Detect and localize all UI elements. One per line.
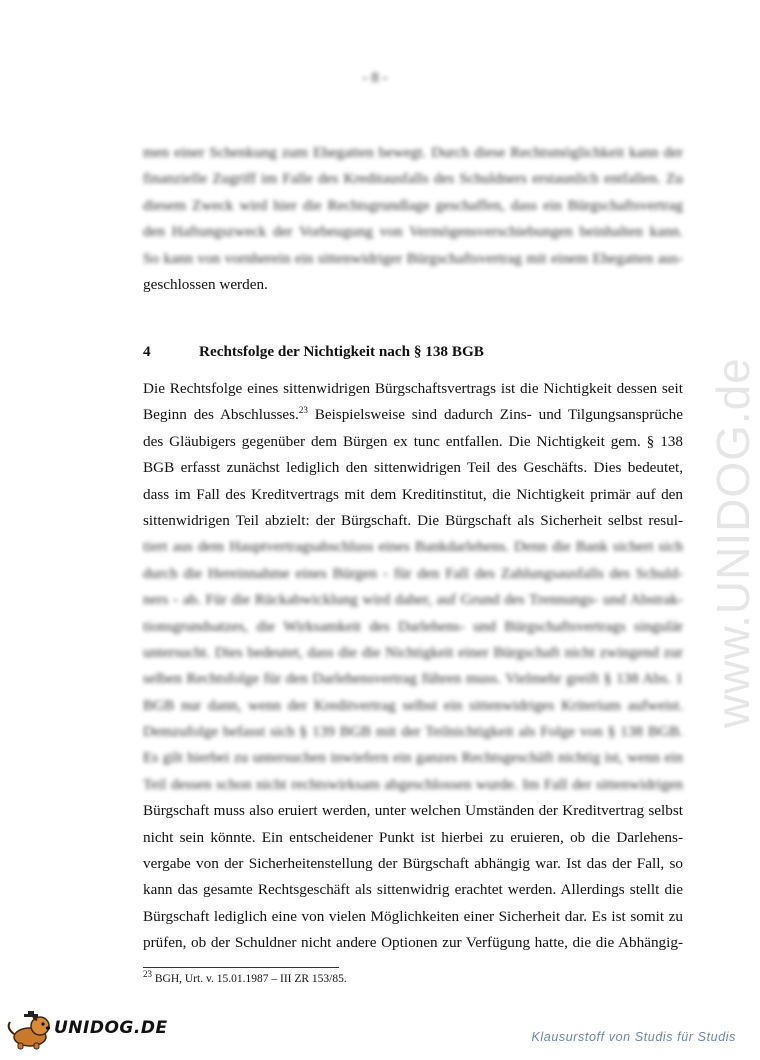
text-line: Teil dessen schon nicht rechtswirksam abgeschlossen wurde. Im Fall der sittenwidrigen [143, 775, 683, 793]
tagline: Klausurstoff von Studis für Studis [531, 1030, 736, 1044]
section-title: Rechtsfolge der Nichtigkeit nach § 138 BGB [199, 343, 484, 360]
text-line: BGB nur dann, wenn der Kreditvertrag selbst ein sittenwidriges Kriterium aufweist. [143, 696, 683, 714]
text-segment: Beispielsweise sind dadurch Zins- und Tilgungsansprüche [307, 406, 683, 424]
text-line: sittenwidrigen Teil abzielt: der Bürgschaft. Die Bürgschaft als Sicherheit selbst resul- [143, 511, 683, 529]
text-line: des Gläubigers gegenüber dem Bürgen ex tunc entfallen. Die Nichtigkeit gem. § 138 [143, 432, 683, 450]
footnote-number: 23 [143, 969, 152, 980]
text-line: So kann von vornherein ein sittenwidriger Bürgschaftsvertrag mit einem Ehegatten aus- [143, 249, 683, 267]
footnote-text: BGH, Urt. v. 15.01.1987 – III ZR 153/85. [152, 973, 347, 985]
text-line: untersucht. Dies bedeutet, dass die die Nichtigkeit einer Bürgschaft nicht zwingend zur [143, 643, 683, 661]
text-line: Bürgschaft muss also eruiert werden, unter welchen Umständen der Kreditvertrag selbst [143, 802, 683, 820]
text-line: diesem Zweck wird hier die Rechtsgrundlage geschaffen, dass ein Bürgschaftsvertrag [143, 196, 683, 214]
section-number: 4 [143, 343, 151, 360]
section-heading [143, 343, 683, 361]
text-line: Es gilt hierbei zu untersuchen inwiefern ein ganzes Rechtsgeschäft nichtig ist, wenn ein [143, 749, 683, 767]
text-line: tionsgrundsatzes, die Wirksamkeit des Darlehens- und Bürgschaftsvertrags singulär [143, 617, 683, 635]
text-line: prüfen, ob der Schuldner nicht andere Optionen zur Verfügung hatte, die die Abhängig- [143, 934, 683, 952]
text-line: finanzielle Zugriff im Falle des Kreditausfalls des Schuldners erstaunlich entfallen. Zu [143, 170, 683, 188]
watermark-text: www.UNIDOG.de [707, 357, 759, 728]
text-line: ners - ab. Für die Rückabwicklung wird daher, auf Grund des Trennungs- und Abstrak- [143, 591, 683, 609]
text-line: tiert aus dem Hauptvertragsabschluss eines Bankdarlehens. Denn die Bank sichert sich [143, 538, 683, 556]
paragraph-2 [143, 376, 683, 957]
text-segment: Beginn des Abschlusses. [143, 406, 299, 424]
text-line: geschlossen werden. [143, 275, 268, 293]
text-line: Bürgschaft lediglich eine von vielen Möglichkeiten einer Sicherheit dar. Es ist somit zu [143, 907, 683, 925]
text-line: den Haftungszweck der Vorbeugung von Vermögensverschiebungen beinhalten kann. [143, 223, 683, 241]
text-line [143, 402, 683, 428]
paragraph-1 [143, 140, 683, 298]
text-line: Demzufolge befasst sich § 139 BGB mit der Teilnichtigkeit als Folge von § 138 BGB. [143, 723, 683, 741]
page-number: - 8 - [362, 70, 388, 86]
text-line: BGB erfasst zunächst lediglich den sittenwidrigen Teil des Geschäfts. Dies bedeutet, [143, 459, 683, 477]
text-line: vergabe von der Sicherheitenstellung der Bürgschaft abhängig war. Ist das der Fall, so [143, 855, 683, 873]
text-line: men einer Schenkung zum Ehegatten bewegt. Durch diese Rechtsmöglichkeit kann der [143, 144, 683, 161]
logo-text[interactable]: UNIDOG.DE [54, 1018, 168, 1038]
text-line: kann das gesamte Rechtsgeschäft als sittenwidrig erachtet werden. Allerdings stellt die [143, 881, 683, 899]
footnote [143, 969, 347, 985]
text-line: selben Rechtsfolge für den Darlehensvertrag führen muss. Vielmehr greift § 138 Abs. 1 [143, 670, 683, 688]
text-line: durch die Hereinnahme eines Bürgen - für den Fall des Zahlungsausfalls des Schuld- [143, 564, 683, 582]
footnote-reference[interactable]: 23 [298, 405, 308, 416]
text-line: nicht sein könnte. Ein entscheidener Punkt ist hierbei zu eruieren, ob die Darlehens- [143, 828, 683, 846]
text-line: Die Rechtsfolge eines sittenwidrigen Bürgschaftsvertrags ist die Nichtigkeit dessen seit [143, 380, 683, 397]
text-line: dass im Fall des Kreditvertrags mit dem Kreditinstitut, die Nichtigkeit primär auf den [143, 485, 683, 503]
footnote-divider [143, 967, 339, 968]
